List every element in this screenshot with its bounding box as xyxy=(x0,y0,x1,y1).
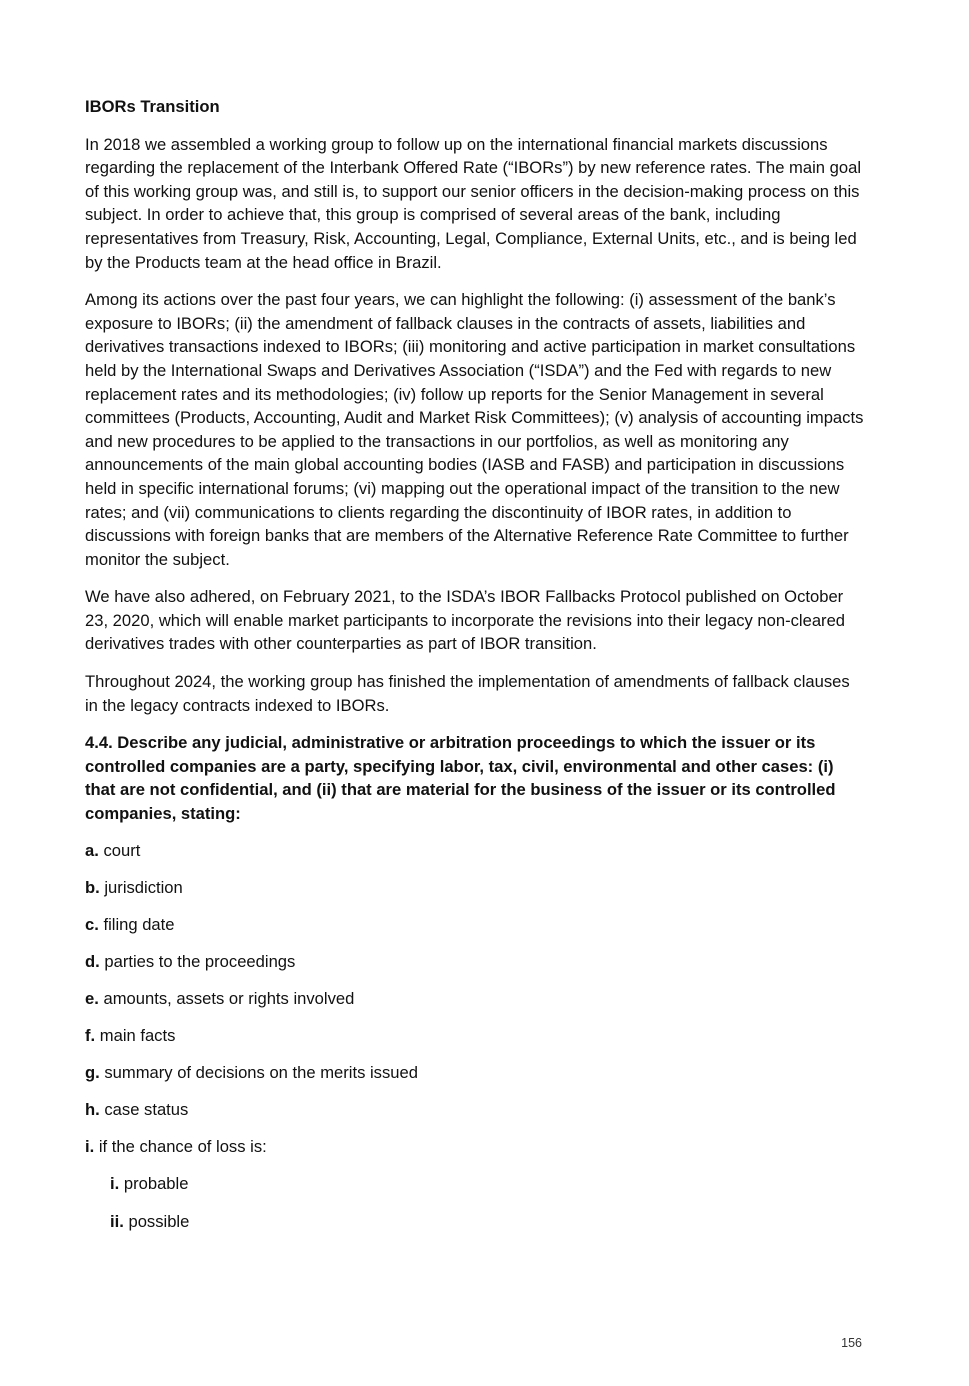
list-item xyxy=(85,839,867,863)
list-item-text: parties to the proceedings xyxy=(104,951,296,971)
paragraph-actions: Among its actions over the past four years, we can highlight the following: (i) assessment of the bank’s exposure to IBORs; (ii) the amendment of fallback clauses in the contracts of assets, liabilities and derivatives transactions indexed to IBORs; (iii) monitoring and active participation in market consultations held by the International Swaps and Derivatives Association (“ISDA”) and the Fed with regards to new replacement rates and its methodologies; (iv) follow up reports for the Senior Management in several committees (Products, Accounting, Audit and Market Risk Committees); (v) analysis of accounting impacts and new procedures to be applied to the transactions in our portfolios, as well as monitoring any announcements of the main global accounting bodies (IASB and FASB) and participation in discussions held in specific international forums; (vi) mapping out the operational impact of the transition to the new rates; and (vii) communications to clients regarding the discontinuity of IBOR rates, in addition to discussions with foreign banks that are members of the Alternative Reference Rate Committee to further monitor the subject. xyxy=(85,290,864,569)
list-item-letter: b. xyxy=(85,877,100,897)
list-item xyxy=(85,913,867,937)
list-item-text: amounts, assets or rights involved xyxy=(103,989,355,1008)
list-item-text: case status xyxy=(104,1100,189,1120)
sub-item-text: probable xyxy=(123,1174,189,1194)
list-item-text: jurisdiction xyxy=(104,877,183,897)
page-number: 156 xyxy=(841,1336,862,1350)
list-item-text: if the chance of loss is: xyxy=(98,1137,267,1157)
list-item-text: summary of decisions on the merits issued xyxy=(104,1063,418,1083)
sub-item-numeral: ii. xyxy=(110,1211,124,1231)
paragraph-isda-protocol: We have also adhered, on February 2021, to the ISDA’s IBOR Fallbacks Protocol published on October 23, 2020, which will enable market participants to incorporate the revisions into their legacy non-cleared derivatives trades with other counterparties as part of IBOR transition. xyxy=(85,587,846,654)
list-item-text: main facts xyxy=(99,1026,176,1046)
list-item xyxy=(85,1135,867,1159)
list-item-letter: c. xyxy=(85,914,99,934)
paragraph-working-group: In 2018 we assembled a working group to follow up on the international financial markets discussions regarding the replacement of the Interbank Offered Rate (“IBORs”) by new reference rates. The main goal of this working group was, and still is, to support our senior officers in the decision-making process on this subject. In order to achieve that, this group is comprised of several areas of the bank, including representatives from Treasury, Risk, Accounting, Legal, Compliance, External Units, etc., and is being led by the Products team at the head office in Brazil. xyxy=(85,134,862,272)
list-item-text: court xyxy=(103,840,141,860)
paragraph-2024-status: Throughout 2024, the working group has finished the implementation of amendments of fallback clauses in the legacy contracts indexed to IBORs. xyxy=(85,672,850,715)
question-4-4: 4.4. Describe any judicial, administrative or arbitration proceedings to which the issuer or its controlled companies are a party, specifying labor, tax, civil, environmental and other cases: (i) that are not confidential, and (ii) that are material for the business of the issuer or its controlled companies, stating: xyxy=(85,733,836,824)
sub-list-item xyxy=(110,1210,867,1234)
list-item-letter: d. xyxy=(85,951,100,971)
document-page xyxy=(85,95,867,1247)
list-item-letter: i. xyxy=(85,1137,95,1157)
list-item-text: filing date xyxy=(103,914,175,934)
requirements-list xyxy=(85,839,867,1234)
list-item-letter: e. xyxy=(85,989,99,1008)
sub-item-text: possible xyxy=(128,1211,190,1231)
list-item xyxy=(85,1098,867,1122)
list-item xyxy=(85,950,867,974)
list-item xyxy=(85,987,867,1011)
list-item xyxy=(85,1061,867,1085)
list-item-letter: f. xyxy=(85,1026,96,1046)
list-item-letter: a. xyxy=(85,840,99,860)
list-item xyxy=(85,1024,867,1048)
list-item xyxy=(85,876,867,900)
sub-list-item xyxy=(110,1172,867,1196)
list-item-letter: h. xyxy=(85,1100,100,1120)
list-item-letter: g. xyxy=(85,1063,100,1083)
sub-item-numeral: i. xyxy=(110,1174,120,1194)
section-title: IBORs Transition xyxy=(85,97,220,116)
